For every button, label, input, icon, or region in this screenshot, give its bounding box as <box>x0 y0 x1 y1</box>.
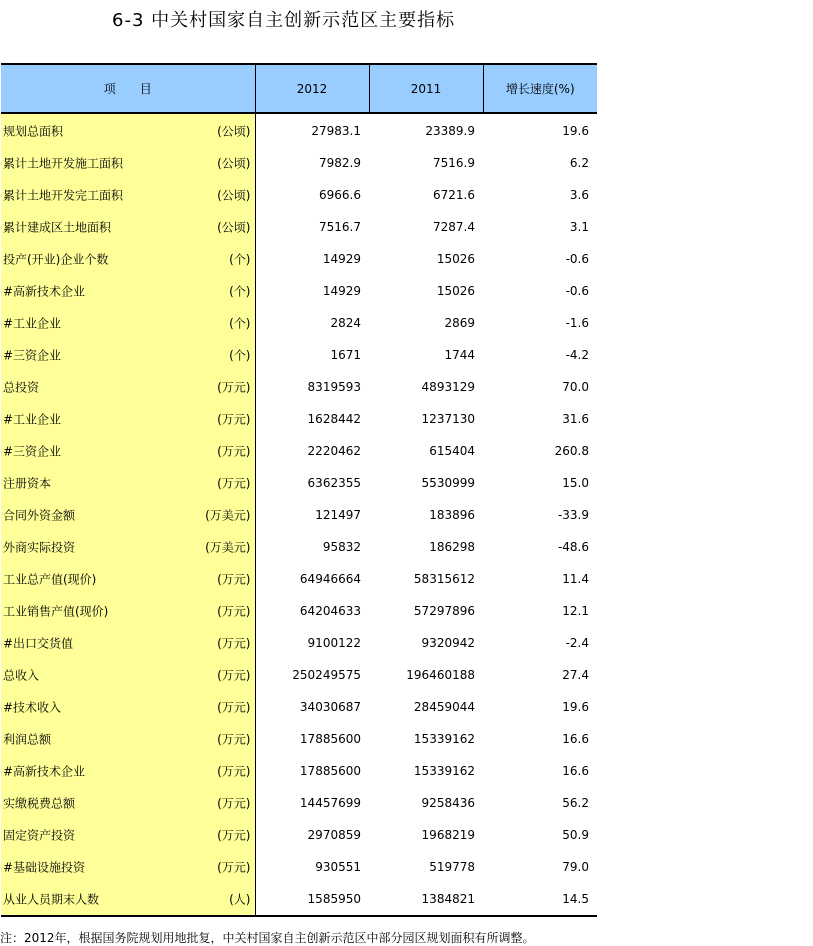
value-growth: 50.9 <box>562 828 589 842</box>
value-2011: 1384821 <box>369 883 483 916</box>
row-name: #技术收入 <box>3 700 62 715</box>
row-name: 累计土地开发施工面积 <box>3 156 124 171</box>
row-unit: (万美元) <box>205 540 251 555</box>
value-2011: 58315612 <box>413 572 475 586</box>
row-name: #工业企业 <box>3 316 62 331</box>
row-name: #出口交货值 <box>3 636 74 651</box>
value-2012: 7516.7 <box>319 220 361 234</box>
row-unit: (万元) <box>217 668 251 683</box>
row-label-cell <box>1 627 255 659</box>
value-growth: -2.4 <box>565 636 589 650</box>
value-2011: 23389.9 <box>425 123 475 138</box>
header-2011: 2011 <box>369 64 483 113</box>
value-2012: 6966.6 <box>319 188 361 202</box>
value-growth: 19.6 <box>562 700 589 714</box>
value-2012: 17885600 <box>299 764 361 778</box>
value-2011: 2869 <box>444 316 475 330</box>
value-2011: 186298 <box>429 540 475 554</box>
row-name: #高新技术企业 <box>3 284 86 299</box>
row-label-cell <box>1 371 255 403</box>
table-row <box>1 531 597 563</box>
row-unit: (万元) <box>217 764 251 779</box>
row-unit: (个) <box>229 252 251 267</box>
row-label-cell <box>1 819 255 851</box>
row-label-cell <box>1 595 255 627</box>
value-2011: 15339162 <box>413 764 475 778</box>
value-growth: 16.6 <box>562 732 589 746</box>
row-name: 累计建成区土地面积 <box>3 220 112 235</box>
value-2012: 1585950 <box>255 883 369 916</box>
table-body <box>1 113 597 916</box>
value-2012: 64946664 <box>299 572 361 586</box>
row-unit: (公顷) <box>217 220 251 235</box>
value-growth: 11.4 <box>562 572 589 586</box>
row-label-cell <box>1 113 255 147</box>
value-2012: 64204633 <box>299 604 361 618</box>
value-2011: 7516.9 <box>433 156 475 170</box>
row-label-cell <box>1 531 255 563</box>
value-2011: 5530999 <box>421 476 475 490</box>
row-unit: (人) <box>229 892 251 907</box>
row-unit: (万元) <box>217 572 251 587</box>
value-2012: 17885600 <box>299 732 361 746</box>
table-row <box>1 851 597 883</box>
row-unit: (公顷) <box>217 124 251 138</box>
row-name: #高新技术企业 <box>3 764 86 779</box>
row-unit: (万元) <box>217 476 251 491</box>
table-row <box>1 659 597 691</box>
table-row <box>1 595 597 627</box>
table-row <box>1 435 597 467</box>
row-label-cell <box>1 275 255 307</box>
row-label-cell <box>1 147 255 179</box>
table-header-row <box>1 64 597 113</box>
table-row <box>1 883 597 916</box>
value-2012: 95832 <box>322 540 361 554</box>
value-growth: -0.6 <box>565 284 589 298</box>
row-name: #三资企业 <box>3 444 62 459</box>
row-name: #基础设施投资 <box>3 860 86 875</box>
value-growth: 79.0 <box>562 860 589 874</box>
value-2011: 9320942 <box>421 636 475 650</box>
value-growth: -0.6 <box>565 252 589 266</box>
table-row <box>1 787 597 819</box>
value-growth: 27.4 <box>562 668 589 682</box>
row-unit: (个) <box>229 348 251 363</box>
value-2011: 196460188 <box>406 668 475 682</box>
value-growth: -4.2 <box>565 348 589 362</box>
table-row <box>1 403 597 435</box>
value-growth: 15.0 <box>562 476 589 490</box>
table-row <box>1 179 597 211</box>
row-unit: (万元) <box>217 444 251 459</box>
value-2012: 1628442 <box>307 412 361 426</box>
value-2011: 15026 <box>436 284 475 298</box>
table-row <box>1 563 597 595</box>
header-2012: 2012 <box>255 64 369 113</box>
row-name: 实缴税费总额 <box>3 796 76 811</box>
row-label-cell <box>1 211 255 243</box>
row-label-cell <box>1 403 255 435</box>
value-2012: 14457699 <box>299 796 361 810</box>
row-unit: (公顷) <box>217 188 251 203</box>
row-label-cell <box>1 179 255 211</box>
row-name: 合同外资金额 <box>3 508 76 523</box>
row-label-cell <box>1 243 255 275</box>
value-2012: 14929 <box>322 284 361 298</box>
table-row <box>1 499 597 531</box>
value-growth: 6.2 <box>569 156 589 170</box>
value-2011: 519778 <box>429 860 475 874</box>
value-2012: 8319593 <box>307 380 361 394</box>
value-2012: 6362355 <box>307 476 361 490</box>
table-row <box>1 113 597 147</box>
value-2011: 7287.4 <box>433 220 475 234</box>
row-name: 工业总产值(现价) <box>3 572 97 587</box>
value-2011: 6721.6 <box>433 188 475 202</box>
value-growth: 56.2 <box>562 796 589 810</box>
value-growth: -1.6 <box>565 316 589 330</box>
row-name: #三资企业 <box>3 348 62 363</box>
row-label-cell <box>1 723 255 755</box>
value-2011: 1237130 <box>421 412 475 426</box>
value-2012: 7982.9 <box>319 156 361 170</box>
value-2011: 15026 <box>436 252 475 266</box>
row-unit: (万元) <box>217 860 251 875</box>
value-2012: 2970859 <box>307 828 361 842</box>
value-growth: -48.6 <box>557 540 589 554</box>
row-label-cell <box>1 435 255 467</box>
row-name: 工业销售产值(现价) <box>3 604 109 619</box>
header-item: 项 目 <box>1 64 255 113</box>
row-label-cell <box>1 787 255 819</box>
row-unit: (个) <box>229 316 251 331</box>
table-row <box>1 819 597 851</box>
row-label-cell <box>1 851 255 883</box>
value-2012: 27983.1 <box>311 123 361 138</box>
value-2011: 4893129 <box>421 380 475 394</box>
value-2011: 9258436 <box>421 796 475 810</box>
value-2012: 2220462 <box>307 444 361 458</box>
row-name: 总收入 <box>3 668 40 683</box>
value-2011: 615404 <box>429 444 475 458</box>
row-unit: (万元) <box>217 700 251 715</box>
value-2011: 1968219 <box>421 828 475 842</box>
row-label-cell <box>1 499 255 531</box>
table-row <box>1 275 597 307</box>
value-2012: 9100122 <box>307 636 361 650</box>
table-row <box>1 371 597 403</box>
row-label-cell <box>1 307 255 339</box>
row-unit: (万元) <box>217 604 251 619</box>
table-row <box>1 627 597 659</box>
value-2012: 1671 <box>330 348 361 362</box>
value-2012: 14929 <box>322 252 361 266</box>
row-unit: (万美元) <box>205 508 251 523</box>
row-name: 累计土地开发完工面积 <box>3 188 124 203</box>
value-growth: 70.0 <box>562 380 589 394</box>
table-row <box>1 755 597 787</box>
row-label-cell <box>1 339 255 371</box>
row-unit: (万元) <box>217 732 251 747</box>
table-row <box>1 147 597 179</box>
value-2011: 28459044 <box>413 700 475 714</box>
value-2012: 121497 <box>315 508 361 522</box>
value-growth: 12.1 <box>562 604 589 618</box>
page-title: 6-3 中关村国家自主创新示范区主要指标 <box>112 10 456 31</box>
row-name: 外商实际投资 <box>3 540 76 555</box>
table-row <box>1 211 597 243</box>
row-name: 固定资产投资 <box>3 828 76 843</box>
table-row <box>1 467 597 499</box>
row-unit: (万元) <box>217 828 251 843</box>
row-label-cell <box>1 883 255 916</box>
row-unit: (万元) <box>217 796 251 811</box>
value-growth: 260.8 <box>554 444 589 458</box>
value-2011: 57297896 <box>413 604 475 618</box>
row-label-cell <box>1 467 255 499</box>
value-growth: 31.6 <box>562 412 589 426</box>
row-name: 总投资 <box>3 380 40 395</box>
indicators-table <box>1 63 597 917</box>
table-row <box>1 339 597 371</box>
value-2011: 1744 <box>444 348 475 362</box>
row-name: 注册资本 <box>3 476 52 491</box>
header-growth: 增长速度(%) <box>483 64 597 113</box>
row-name: 从业人员期末人数 <box>3 892 100 907</box>
value-2012: 2824 <box>330 316 361 330</box>
value-2011: 15339162 <box>413 732 475 746</box>
row-name: #工业企业 <box>3 412 62 427</box>
row-name: 规划总面积 <box>3 124 64 138</box>
value-growth: 16.6 <box>562 764 589 778</box>
value-growth: -33.9 <box>557 508 589 522</box>
table-row <box>1 243 597 275</box>
table-row <box>1 307 597 339</box>
value-growth: 3.6 <box>569 188 589 202</box>
value-2011: 183896 <box>429 508 475 522</box>
row-unit: (万元) <box>217 412 251 427</box>
table-row <box>1 691 597 723</box>
value-growth: 19.6 <box>562 123 589 138</box>
row-unit: (万元) <box>217 636 251 651</box>
row-label-cell <box>1 691 255 723</box>
row-label-cell <box>1 755 255 787</box>
value-growth: 3.1 <box>569 220 589 234</box>
row-unit: (公顷) <box>217 156 251 171</box>
footnote: 注：2012年，根据国务院规划用地批复，中关村国家自主创新示范区中部分园区规划面积有所调整。 <box>0 931 535 945</box>
row-unit: (个) <box>229 284 251 299</box>
row-label-cell <box>1 563 255 595</box>
table-row <box>1 723 597 755</box>
row-name: 利润总额 <box>3 732 52 747</box>
value-growth: 14.5 <box>483 883 597 916</box>
row-unit: (万元) <box>217 380 251 395</box>
value-2012: 930551 <box>315 860 361 874</box>
value-2012: 250249575 <box>292 668 361 682</box>
value-2012: 34030687 <box>299 700 361 714</box>
row-name: 投产(开业)企业个数 <box>3 252 109 267</box>
row-label-cell <box>1 659 255 691</box>
